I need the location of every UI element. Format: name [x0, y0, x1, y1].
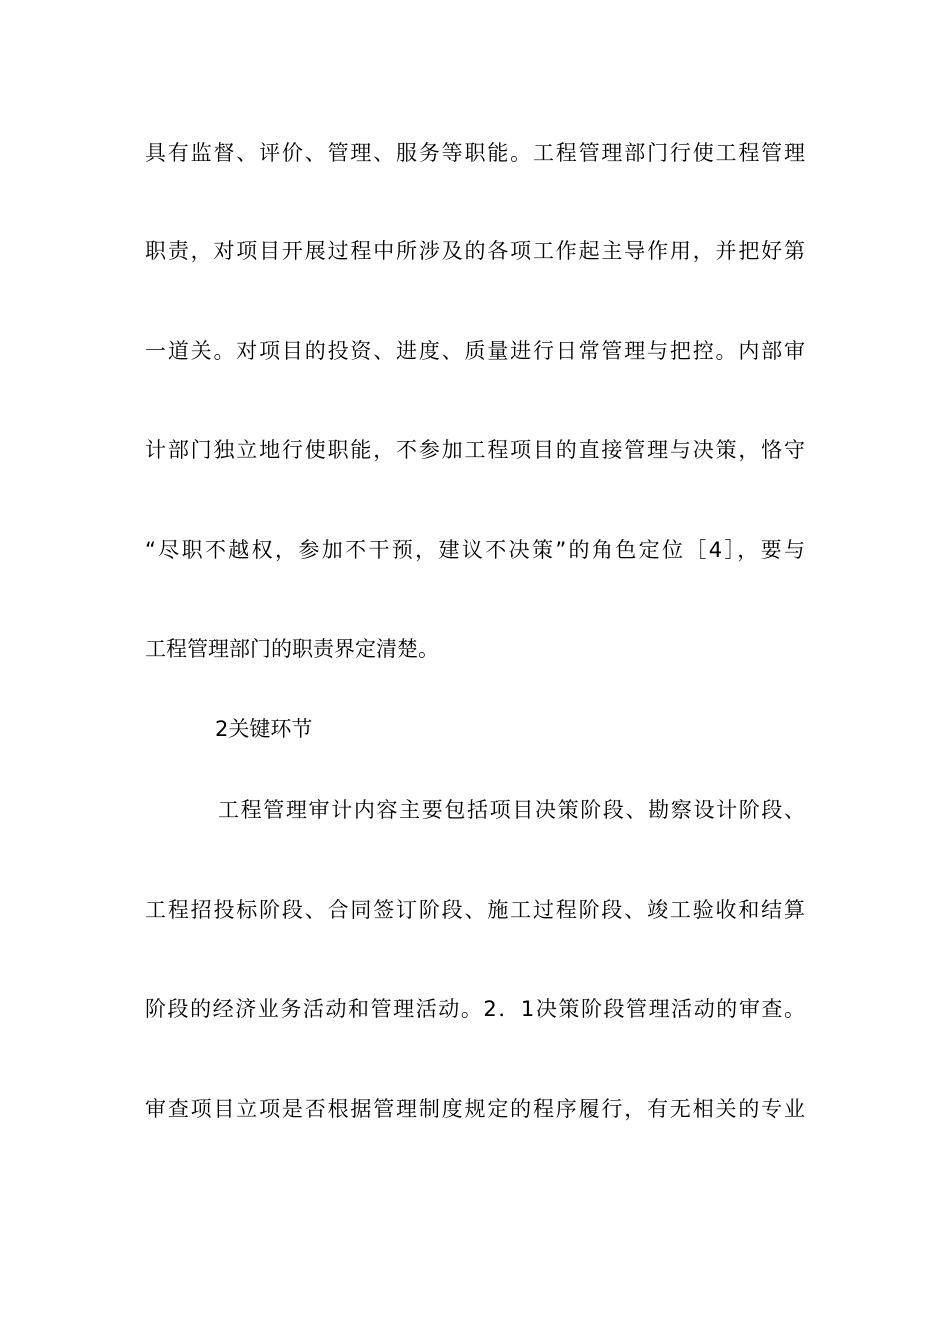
paragraph-line-3: 一道关。对项目的投资、进度、质量进行日常管理与把控。内部审 [145, 339, 805, 363]
paragraph-line-2: 职责，对项目开展过程中所涉及的各项工作起主导作用，并把好第 [145, 239, 805, 263]
paragraph-line-5: “尽职不越权，参加不干预，建议不决策”的角色定位［4］，要与 [145, 538, 805, 562]
paragraph2-line-2: 工程招投标阶段、合同签订阶段、施工过程阶段、竣工验收和结算 [145, 898, 805, 922]
paragraph2-line-3: 阶段的经济业务活动和管理活动。2．1决策阶段管理活动的审查。 [145, 997, 805, 1021]
paragraph-line-4: 计部门独立地行使职能，不参加工程项目的直接管理与决策，恪守 [145, 438, 805, 462]
paragraph-line-1: 具有监督、评价、管理、服务等职能。工程管理部门行使工程管理 [145, 141, 805, 165]
paragraph2-line-1: 工程管理审计内容主要包括项目决策阶段、勘察设计阶段、 [218, 798, 805, 822]
paragraph2-line-4: 审查项目立项是否根据管理制度规定的程序履行，有无相关的专业 [145, 1097, 805, 1121]
section-heading: 2关键环节 [215, 717, 313, 741]
paragraph-line-6: 工程管理部门的职责界定清楚。 [145, 637, 439, 661]
